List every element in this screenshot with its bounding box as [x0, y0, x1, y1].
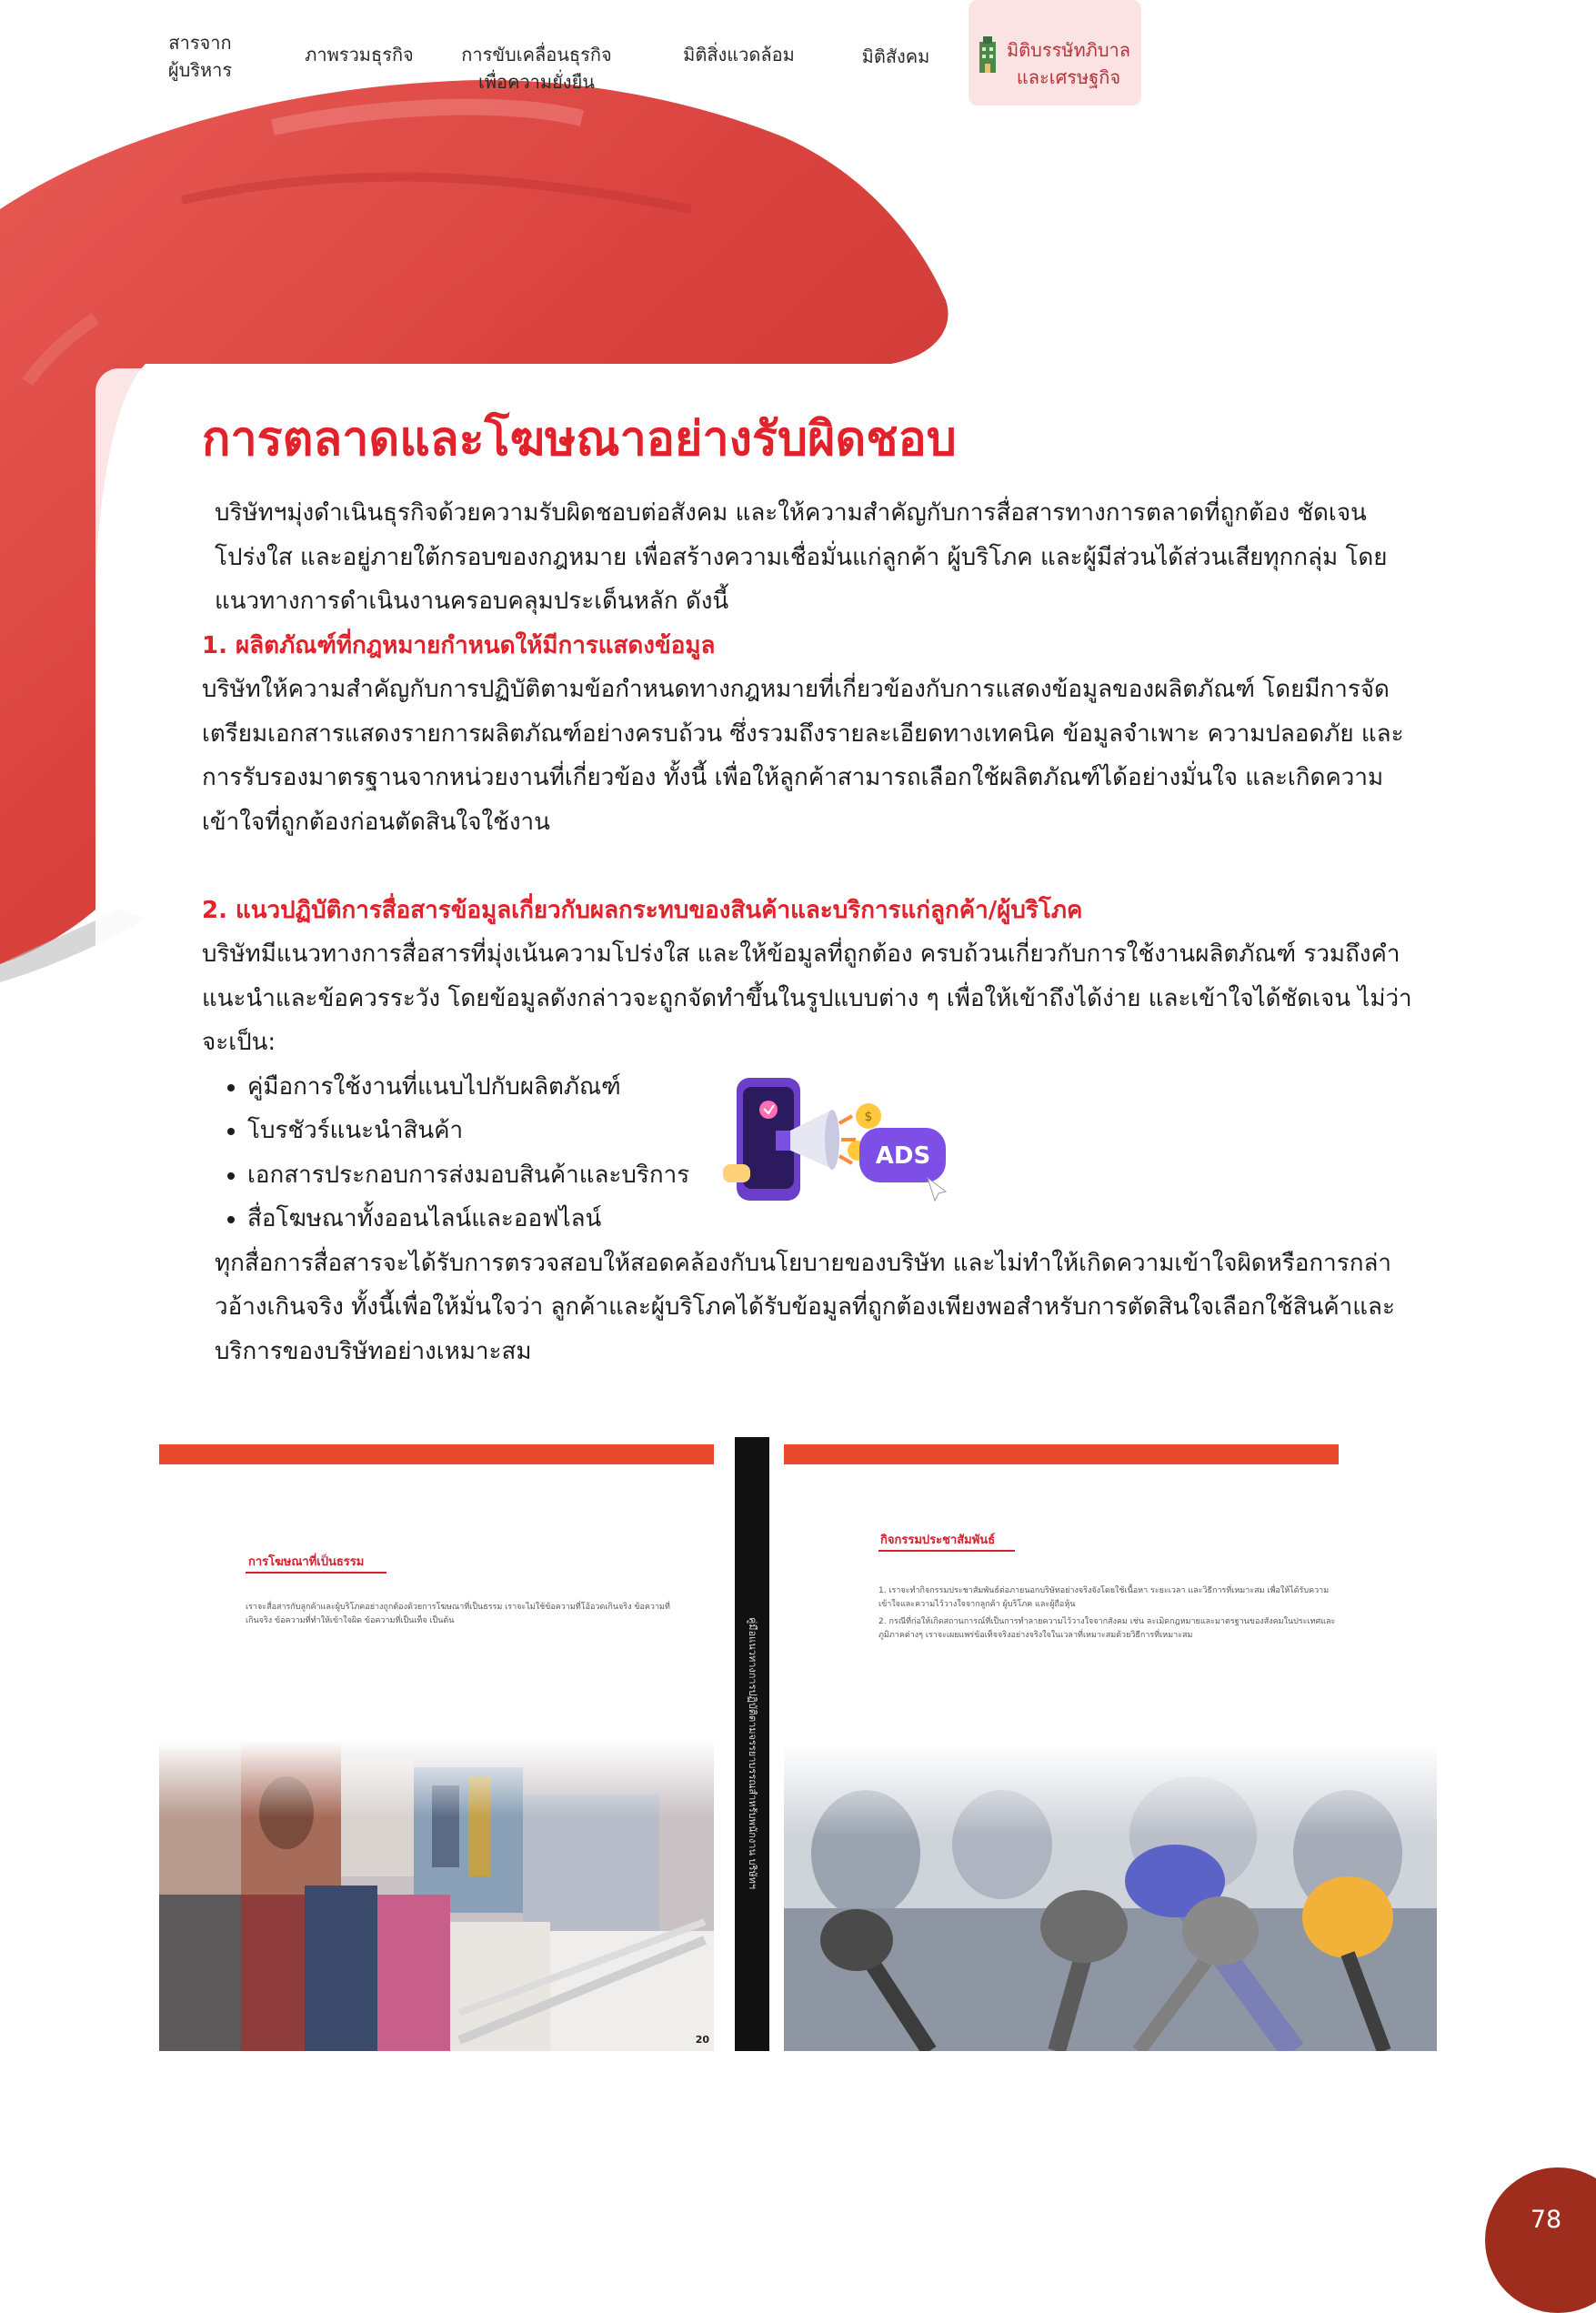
brochure-left-title: การโฆษณาที่เป็นธรรม — [248, 1555, 365, 1569]
nav-item-sustainability-drive[interactable] — [450, 41, 623, 96]
brochure-right-item-2: 2. กรณีที่ก่อให้เกิดสถานการณ์ที่เป็นการทำลายความไว้วางใจจากสังคม เช่น ละเมิดกฎหมายและมาตรฐานของสังคมในประเทศและภูมิภาคต่างๆ เราจะเผยแพร่ข้อเท็จจริงอย่างจริงใจในเวลาที่เหมาะสมด้วยวิธีการที่เหมาะสม — [878, 1617, 1336, 1640]
communication-channels-list — [202, 1065, 757, 1242]
list-item: • สื่อโฆษณาทั้งออนไลน์และออฟไลน์ — [247, 1197, 757, 1242]
svg-text:$: $ — [864, 1110, 873, 1124]
brochure-page-number: 20 — [695, 2034, 709, 2046]
section-body — [202, 491, 1420, 1373]
title-underline — [878, 1550, 1015, 1552]
nav-label-line1: การขับเคลื่อนธุรกิจ — [461, 44, 612, 65]
nav-label-line2: เพื่อความยั่งยืน — [478, 71, 595, 93]
point2-heading: 2. แนวปฏิบัติการสื่อสารข้อมูลเกี่ยวกับผลกระทบของสินค้าและบริการแก่ลูกค้า/ผู้บริโภค — [202, 896, 1083, 924]
spine-text: คู่มือแนวทางการปฏิบัติตามจรรยาบรรณสำหรับพนักงาน บริษัทฯ — [747, 1616, 758, 1890]
closing-paragraph: ทุกสื่อการสื่อสารจะได้รับการตรวจสอบให้สอดคล้องกับนโยบายของบริษัท และไม่ทำให้เกิดความเข้าใจผิดหรือการกล่าวอ้างเกินจริง ทั้งนี้เพื่อให้มั่นใจว่า ลูกค้าและผู้บริโภคได้รับข้อมูลที่ถูกต้องเพียงพอสำหรับการตัดสินใจเลือกใช้สินค้าและบริการของบริษัทอย่างเหมาะสม — [215, 1249, 1395, 1365]
list-item: • เอกสารประกอบการส่งมอบสินค้าและบริการ — [247, 1153, 757, 1198]
nav-item-social[interactable] — [846, 43, 946, 70]
press-microphones-photo — [784, 1745, 1437, 2051]
orange-header-bar — [159, 1444, 714, 1464]
point1-heading: 1. ผลิตภัณฑ์ที่กฎหมายกำหนดให้มีการแสดงข้อมูล — [202, 631, 716, 659]
nav-label-line1: มิติสิ่งแวดล้อม — [683, 44, 795, 65]
phone-ads-illustration — [723, 1069, 959, 1214]
page-number: 78 — [1530, 2206, 1562, 2234]
nav-item-governance-economy[interactable] — [969, 0, 1141, 106]
orange-header-bar — [784, 1444, 1339, 1464]
list-item: • โบรชัวร์แนะนำสินค้า — [247, 1109, 757, 1153]
spacer — [202, 844, 1420, 889]
nav-item-business-overview[interactable] — [291, 41, 427, 68]
nav-label-line1: มิติบรรษัทภิบาล — [1006, 39, 1131, 61]
point1-paragraph: บริษัทให้ความสำคัญกับการปฏิบัติตามข้อกำหนดทางกฎหมายที่เกี่ยวข้องกับการแสดงข้อมูลของผลิตภัณฑ์ โดยมีการจัดเตรียมเอกสารแสดงรายการผลิตภัณฑ์อย่างครบถ้วน ซึ่งรวมถึงรายละเอียดทางเทคนิค ข้อมูลจำเพาะ ความปลอดภัย และการรับรองมาตรฐานจากหน่วยงานที่เกี่ยวข้อง ทั้งนี้ เพื่อให้ลูกค้าสามารถเลือกใช้ผลิตภัณฑ์ได้อย่างมั่นใจ และเกิดความเข้าใจที่ถูกต้องก่อนตัดสินใจใช้งาน — [202, 676, 1404, 836]
brochure-right-title: กิจกรรมประชาสัมพันธ์ — [880, 1534, 996, 1547]
nav-label-line2: ผู้บริหาร — [167, 59, 233, 81]
brochure-right-item-1: 1. เราจะทำกิจกรรมประชาสัมพันธ์ต่อภายนอกบริษัทอย่างจริงจังโดยใช้เนื้อหา ระยะเวลา และวิธีการที่เหมาะสม เพื่อให้ได้รับความเข้าใจและความไว้วางใจจากลูกค้า ผู้บริโภค และผู้ถือหุ้น — [878, 1586, 1330, 1609]
magazines-collage-photo — [159, 1740, 714, 2051]
ads-label: ADS — [875, 1142, 931, 1170]
section-title: การตลาดและโฆษณาอย่างรับผิดชอบ — [202, 412, 957, 467]
nav-item-environment[interactable] — [668, 41, 809, 68]
brochure-left-page — [159, 1444, 714, 2051]
brochure-right-page — [784, 1444, 1437, 2051]
brochure-spine — [735, 1437, 769, 2051]
point2-paragraph: บริษัทมีแนวทางการสื่อสารที่มุ่งเน้นความโปร่งใส และให้ข้อมูลที่ถูกต้อง ครบถ้วนเกี่ยวกับการใช้งานผลิตภัณฑ์ รวมถึงคำแนะนำและข้อควรระวัง โดยข้อมูลดังกล่าวจะถูกจัดทำขึ้นในรูปแบบต่าง ๆ เพื่อให้เข้าถึงได้ง่าย และเข้าใจได้ชัดเจน ไม่ว่าจะเป็น: — [202, 940, 1412, 1056]
nav-item-message-from-executives[interactable] — [136, 29, 264, 84]
intro-paragraph: บริษัทฯมุ่งดำเนินธุรกิจด้วยความรับผิดชอบต่อสังคม และให้ความสำคัญกับการสื่อสารทางการตลาดที่ถูกต้อง ชัดเจน โปร่งใส และอยู่ภายใต้กรอบของกฎหมาย เพื่อสร้างความเชื่อมั่นแก่ลูกค้า ผู้บริโภค และผู้มีส่วนได้ส่วนเสียทุกกลุ่ม โดยแนวทางการดำเนินงานครอบคลุมประเด็นหลัก ดังนี้ — [215, 499, 1388, 615]
nav-label-line1: ภาพรวมธุรกิจ — [305, 44, 414, 65]
nav-label-line2: และเศรษฐกิจ — [1016, 66, 1121, 88]
top-navigation — [0, 0, 1596, 118]
nav-label-line1: มิติสังคม — [861, 45, 930, 67]
page-number-badge — [1485, 2167, 1596, 2313]
title-underline — [246, 1572, 386, 1574]
list-item: • คู่มือการใช้งานที่แนบไปกับผลิตภัณฑ์ — [247, 1065, 757, 1110]
brochure-left-text: เราจะสื่อสารกับลูกค้าและผู้บริโภคอย่างถูกต้องด้วยการโฆษณาที่เป็นธรรม เราจะไม่ใช้ข้อความที่โอ้อวดเกินจริง ข้อความที่เกินจริง ข้อความที่ทำให้เข้าใจผิด ข้อความที่เป็นเท็จ เป็นต้น — [246, 1603, 670, 1625]
nav-label-line1: สารจาก — [168, 32, 232, 54]
